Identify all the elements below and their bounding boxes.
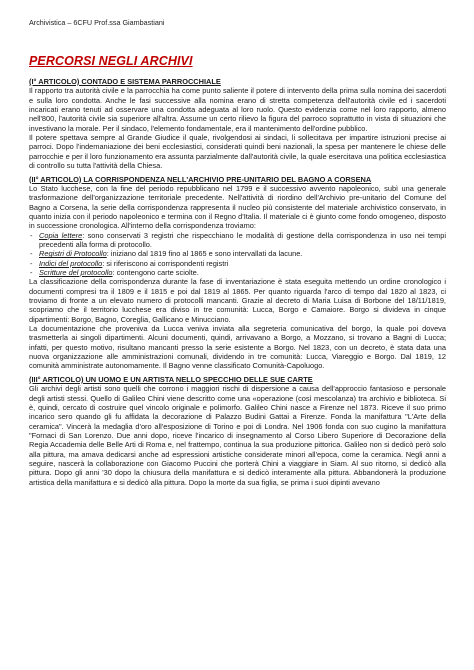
paragraph: La classificazione della corrispondenza durante la fase di inventariazione è stata eseguita mettendo un ordine cronologico i documenti compresi tra il 1809 e il 1815 e poi dal 1819 al 1865. Per quanto riguarda l'arco di tempo dal 1820 al 1823, ci troviamo di fronte a un elevato numero di protocolli mancanti. Grazie al decreto di Maria Luisa di Borbone del 18/11/1819, scopriamo che il territorio lucchese era diviso in tre comunità: Lucca, Borgo e Camaiore. Borgo si divideva in cinque dipartimenti: Borgo, Bagno, Coreglia, Gallicano e Minucciano. <box>29 277 446 324</box>
section-heading: (III° ARTICOLO) UN UOMO E UN ARTISTA NELLO SPECCHIO DELLE SUE CARTE <box>29 374 313 384</box>
paragraph: Il rapporto tra autorità civile e la parrocchia ha come punto saliente il potere di intervento della prima sulla nomina dei sacerdoti e sulla loro condotta. Anche le fasi successive alla nomina erano di stretta competenza dell'autorità civile ed i sacerdoti incaricati erano tenuti ad osservare una condotta adeguata al loro ruolo. Questo evidenzia come nel loro rapporto, almeno nell'800, l'autorità civile sia superiore all'altra. Assume un certo rilievo la figura del parroco soprattutto in vista di situazioni che investivano la morale. Per il sindaco, l'elemento fondamentale, era il mantenimento dell'ordine pubblico. <box>29 86 446 133</box>
bullet-label: Copia lettere <box>39 230 83 240</box>
section-heading: (II° ARTICOLO) LA CORRISPONDENZA NELL'ARCHIVIO PRE-UNITARIO DEL BAGNO A CORSENA <box>29 174 372 184</box>
paragraph: La documentazione che proveniva da Lucca veniva inviata alla segreteria comunicativa del borgo, la quale poi doveva trasmetterla ai singoli dipartimenti. Alcuni documenti, quindi, arrivavano a Borgo, a Mozzano, si trovano a Bagni di Lucca; infatti, per questo motivo, risultano mancanti presso la serie esistente a Borgo. Nel 1823, con un decreto, è stata data una nuova organizzazione alle amministrazioni comunali, dividendo in tre comunità: Lucca, Viareggio e Borgo. Dal 1819, 12 comunità amministrate autonomamente. Il Bagno venne classificato Comunità-Capoluogo. <box>29 324 446 371</box>
list-item <box>29 268 446 277</box>
bullet-text: : si riferiscono ai corrispondenti registri <box>102 258 229 268</box>
document-title: PERCORSI NEGLI ARCHIVI <box>29 54 193 68</box>
bullet-text: : iniziano dal 1819 fino al 1865 e sono intervallati da lacune. <box>106 249 303 259</box>
bullet-label: Registri di Protocollo <box>39 249 107 259</box>
section-1 <box>29 77 446 171</box>
bullet-text: : contengono carte sciolte. <box>112 268 199 277</box>
bullet-text: : sono conservati 3 registri che rispecchiano le modalità di gestione della corrispondenza in uso nei tempi precedenti alla forma di protocollo. <box>39 230 446 249</box>
bullet-label: Indici del protocollo <box>39 258 103 268</box>
paragraph: Gli archivi degli artisti sono quelli che corrono i maggiori rischi di dispersione a causa dell'approccio fantasioso e personale degli artisti stessi. Quello di Galileo Chini viene descritto come una «operazione (così mescolanza) tra archivio e biblioteca. Si è, quindi, cercato di costruire quel vincolo originale e polimorfo. Galileo Chini nasce a Firenze nel 1873. Riceve il suo primo incarico sero quando gli fu affidata la decorazione di Palazzo Budini Gattai a Firenze. Fonda la manifattura "L'Arte della ceramica". Vincerà la medaglia d'oro all'esposizione di Torino e poi di Londra. Nel 1906 fonda con suo cugino la manifattura "Fornaci di San Lorenzo. Due anni dopo, riceve l'incarico di insegnamento al Corso Libero Superiore di Decorazione della Regia Accademia delle Belle Arti di Roma e, nel frattempo, continua la sua produzione pittorica. Galileo non si dedicò però solo alla pittura, ma amava dedicarsi anche ad espressioni artistiche considerate minori all'epoca, come la ceramica. Negli anni a seguire, nascerà la collaborazione con Giacomo Puccini che porterà Chini a viaggiare in Siam. Al suo ritorno, si dedicò alla pittura. Dopo gli anni '30 dopo la chiusura della manifattura e si dedicò interamente alla pittura. Abbandonerà la produzione artistica della manifattura e si dedicò alla pittura. Dopo la morte da sua figlia, se prima i suoi dipinti avevano <box>29 384 446 487</box>
bullet-label: Scritture del protocollo <box>39 268 113 277</box>
list-item <box>29 259 446 268</box>
section-heading: (I° ARTICOLO) CONTADO E SISTEMA PARROCCHIALE <box>29 77 221 86</box>
section-2 <box>29 175 446 371</box>
paragraph: Lo Stato lucchese, con la fine del periodo repubblicano nel 1799 e il successivo avvento napoleonico, subì una generale trasformazione dell'organizzazione territoriale precedente. Nell'attività di riordino dell'Archivio pre-unitario del Comune del Bagno a Corsena, la serie della corrispondenza rappresenta il nucleo più consistente del materiale archivistico conservato, in quanto inizia con il periodo napoleonico e termina con il Regno d'Italia. Il materiale ci è giunto come fondo omogeneo, disposto in successione cronologica. All'interno della corrispondenza troviamo: <box>29 183 446 231</box>
list-item <box>29 249 446 258</box>
paragraph: Il potere spettava sempre al Grande Giudice il quale, rivolgendosi ai sindaci, li sollecitava per impartire istruzioni precise ai parroci. Dopo l'indemaniazione dei beni ecclesiastici, considerati quindi beni nazionali, la spesa per mantenere le chiese delle parrocchie e per il loro funzionamento era assunta parzialmente dall'autorità civile, la quale esercitava una politica ecclesiastica di controllo su tutta l'attività della Chiesa. <box>29 133 446 171</box>
running-header: Archivistica – 6CFU Prof.ssa Giambastiani <box>29 18 165 27</box>
bullet-list <box>29 231 446 278</box>
list-item <box>29 231 446 250</box>
section-3 <box>29 375 446 487</box>
